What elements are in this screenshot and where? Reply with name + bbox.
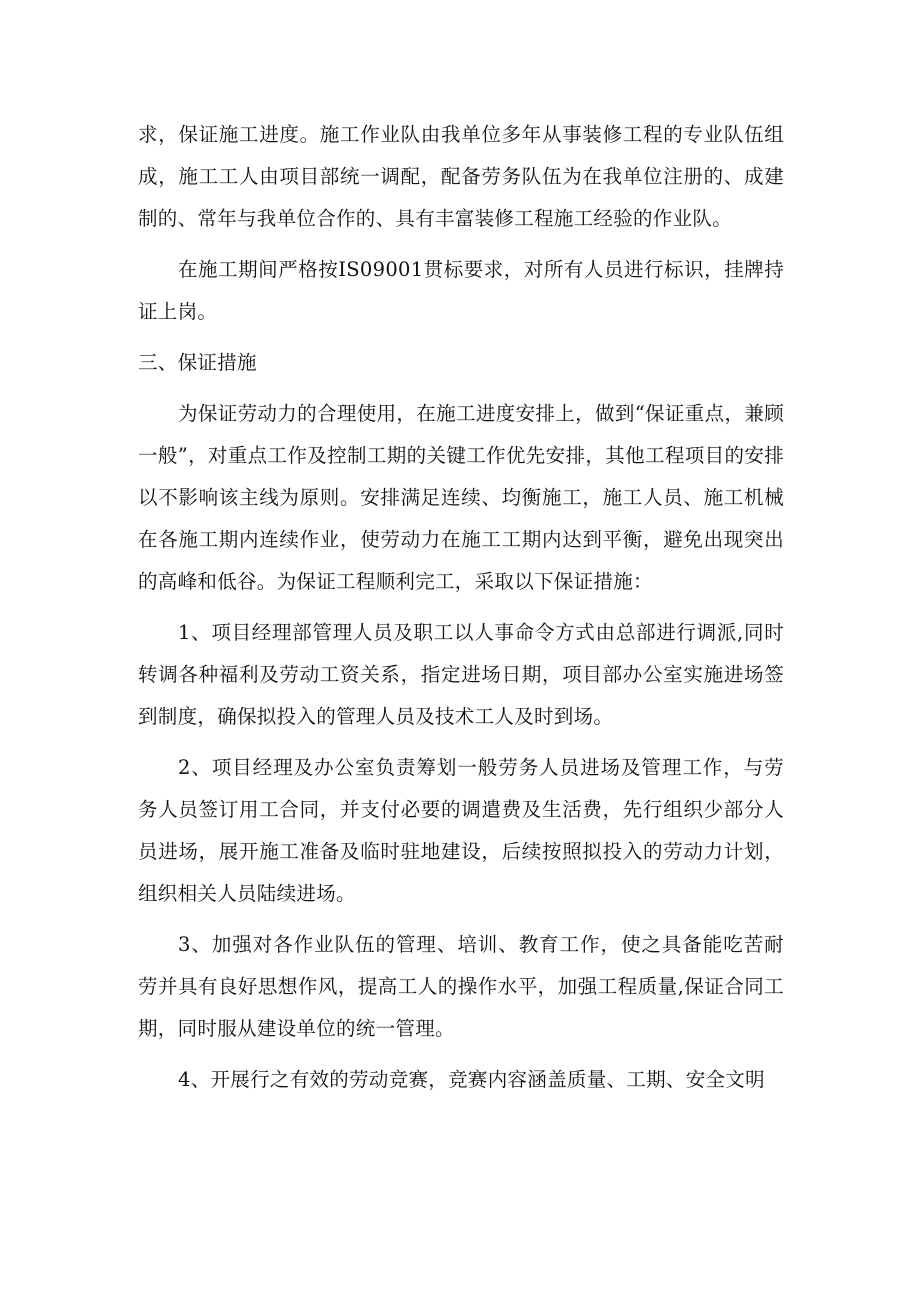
- paragraph-continuation: 求，保证施工进度。施工作业队由我单位多年从事装修工程的专业队伍组成，施工工人由项目部统一调配，配备劳务队伍为在我单位注册的、成建制的、常年与我单位合作的、具有丰富装修工程施工经验的作业队。: [138, 123, 784, 230]
- paragraph-labor-allocation: 为保证劳动力的合理使用，在施工进度安排上，做到“保证重点，兼顾一般”，对重点工作及控制工期的关键工作优先安排，其他工程项目的安排以不影响该主线为原则。安排满足连续、均衡施工，施工人员、施工机械在各施工期内连续作业，使劳动力在施工工期内达到平衡，避免出现突出的高峰和低谷。为保证工程顺利完工，采取以下保证措施：: [138, 402, 784, 593]
- paragraph-measure-3: 3、加强对各作业队伍的管理、培训、教育工作，使之具备能吃苦耐劳并具有良好思想作风，提高工人的操作水平，加强工程质量,保证合同工期，同时服从建设单位的统一管理。: [138, 933, 784, 1040]
- paragraph-iso-standard: 在施工期间严格按IS09001贯标要求，对所有人员进行标识，挂牌持证上岗。: [138, 258, 784, 323]
- paragraph-measure-4: 4、开展行之有效的劳动竞赛，竞赛内容涵盖质量、工期、安全文明: [178, 1068, 765, 1091]
- paragraph-measure-2: 2、项目经理及办公室负责筹划一般劳务人员进场及管理工作，与劳务人员签订用工合同，并支付必要的调遣费及生活费，先行组织少部分人员进场，展开施工准备及临时驻地建设，后续按照拟投入的劳动力计划，组织相关人员陆续进场。: [138, 756, 784, 905]
- section-heading-guarantee-measures: 三、保证措施: [138, 351, 257, 374]
- paragraph-measure-1: 1、项目经理部管理人员及职工以人事命令方式由总部进行调派,同时转调各种福利及劳动工资关系，指定进场日期，项目部办公室实施进场签到制度，确保拟投入的管理人员及技术工人及时到场。: [138, 621, 784, 728]
- document-body: [138, 114, 784, 1110]
